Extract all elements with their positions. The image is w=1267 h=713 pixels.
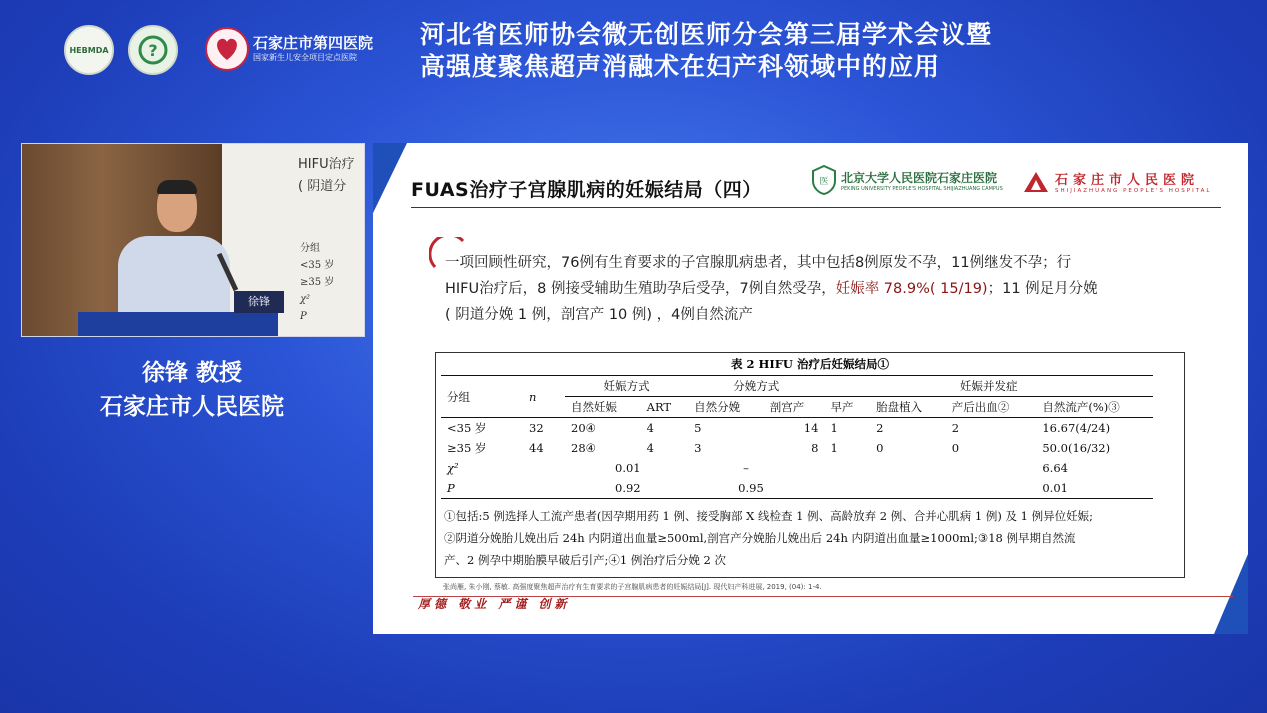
sub-preterm: 早产 xyxy=(830,400,854,414)
p-label: P xyxy=(447,481,455,495)
bg-row-4: χ² xyxy=(300,294,311,305)
corner-accent-bottom-right xyxy=(1214,554,1248,634)
speaker-name: 徐锋 教授 xyxy=(141,360,242,386)
speaker-affiliation: 石家庄市人民医院 xyxy=(100,394,284,420)
header-n: n xyxy=(529,389,537,404)
hospital-logo xyxy=(205,27,373,71)
chi-delivery: – xyxy=(743,461,749,475)
cell: 5 xyxy=(694,421,702,435)
cell: <35 岁 xyxy=(447,421,487,435)
sub-pph: 产后出血② xyxy=(951,400,1010,414)
sjz-triangle-icon xyxy=(1023,171,1049,193)
table-row-chi xyxy=(441,458,1153,478)
table-row xyxy=(441,418,1153,439)
cell: 0 xyxy=(951,441,960,455)
pregnancy-rate-highlight: 妊娠率 78.9%( 15/19) xyxy=(835,281,988,297)
note-line-2: ②阴道分娩胎儿娩出后 24h 内阴道出血量≥500ml,剖宫产分娩胎儿娩出后 24h 内阴道出血量≥1000ml;③18 例早期自然流 xyxy=(444,531,1076,545)
bg-text-1: HIFU治疗 xyxy=(298,157,355,172)
speaker-hair xyxy=(157,180,197,194)
presentation-slide xyxy=(373,143,1248,634)
header-group: 分组 xyxy=(447,389,470,404)
cell: 50.0(16/32) xyxy=(1042,441,1111,455)
cell: 20④ xyxy=(571,421,596,435)
cell: 2 xyxy=(876,421,884,435)
pku-shield-icon xyxy=(811,165,837,195)
chi-label: χ² xyxy=(447,461,459,475)
speaker-caption xyxy=(21,356,363,424)
hospital-heart-icon xyxy=(205,27,249,71)
cell: 16.67(4/24) xyxy=(1042,421,1111,435)
bg-row-2: <35 岁 xyxy=(300,260,335,271)
header-delivery-mode: 分娩方式 xyxy=(688,376,824,397)
header-complications: 妊娠并发症 xyxy=(824,376,1153,397)
speaker-video xyxy=(21,143,365,337)
hospital-subtitle: 国家新生儿安全项目定点医院 xyxy=(253,53,357,62)
podium xyxy=(78,312,278,336)
sub-art: ART xyxy=(646,400,672,414)
para-line-1: 一项回顾性研究，76例有生育要求的子宫腺肌病患者，其中包括8例原发不孕，11例继发不孕；行 xyxy=(445,255,1072,271)
p-delivery: 0.95 xyxy=(738,481,764,495)
title-line-1: 河北省医师协会微无创医师分会第三届学术会议暨 xyxy=(420,20,993,49)
cell: 32 xyxy=(529,421,544,435)
cell: 4 xyxy=(646,421,654,435)
svg-text:医: 医 xyxy=(819,177,829,187)
title-underline xyxy=(411,207,1221,208)
hebmda-logo-text: HEBMDA xyxy=(69,45,109,55)
sub-abortion: 自然流产(%)③ xyxy=(1042,400,1120,414)
chi-pregnancy: 0.01 xyxy=(615,461,641,475)
table-row xyxy=(441,438,1153,458)
header-pregnancy-mode: 妊娠方式 xyxy=(565,376,688,397)
sjz-logo xyxy=(1023,169,1211,194)
sub-cesarean: 剖宫产 xyxy=(769,400,805,414)
podium-sign xyxy=(234,291,284,313)
cell: 4 xyxy=(646,441,654,455)
pregnancy-outcome-table xyxy=(441,375,1153,499)
sub-natural-pregnancy: 自然妊娠 xyxy=(571,400,617,414)
bg-row-1: 分组 xyxy=(300,243,320,254)
p-pregnancy: 0.92 xyxy=(615,481,641,495)
table-figure xyxy=(435,352,1185,578)
bg-table xyxy=(300,240,334,325)
sub-placenta: 胎盘植入 xyxy=(876,400,923,414)
cell: 44 xyxy=(529,441,544,455)
table-row-p xyxy=(441,478,1153,499)
bg-row-3: ≥35 岁 xyxy=(300,277,335,288)
cell: 14 xyxy=(803,421,819,435)
cell: 1 xyxy=(830,441,838,455)
caduceus-icon xyxy=(138,35,168,65)
table-notes xyxy=(444,505,1184,571)
cell: 8 xyxy=(811,441,819,455)
pku-logo-sub: PEKING UNIVERSITY PEOPLE'S HOSPITAL SHIJIAZHUANG CAMPUS xyxy=(841,185,1003,192)
bg-text-2: ( 阴道分 xyxy=(298,179,347,194)
p-abortion: 0.01 xyxy=(1042,481,1068,495)
bg-slide-text xyxy=(298,154,355,198)
chi-abortion: 6.64 xyxy=(1042,461,1068,475)
pku-logo-name: 北京大学人民医院石家庄医院 xyxy=(841,170,998,185)
cell: 28④ xyxy=(571,441,596,455)
cell: 1 xyxy=(830,421,838,435)
sjz-logo-sub: SHIJIAZHUANG PEOPLE'S HOSPITAL xyxy=(1055,188,1212,194)
hebmda-logo xyxy=(64,25,114,75)
corner-accent-top-left xyxy=(373,143,407,213)
conference-title xyxy=(420,19,992,83)
hospital-motto: 厚德 敬业 严谨 创新 xyxy=(418,597,571,611)
sub-natural-delivery: 自然分娩 xyxy=(694,400,741,414)
para-line-2-a: HIFU治疗后，8 例接受辅助生殖助孕后受孕，7例自然受孕， xyxy=(445,281,836,297)
para-line-2-b: ；11 例足月分娩 xyxy=(987,281,1098,297)
cell: 3 xyxy=(694,441,702,455)
para-line-3: ( 阴道分娩 1 例，剖宫产 10 例) ，4例自然流产 xyxy=(445,307,753,323)
table-caption: 表 2 HIFU 治疗后妊娠结局① xyxy=(731,357,889,371)
note-line-1: ①包括:5 例选择人工流产患者(因孕期用药 1 例、接受胸部 X 线检查 1 例、高龄放弃 2 例、合并心肌病 1 例) 及 1 例异位妊娠; xyxy=(444,509,1093,523)
bg-row-5: P xyxy=(300,311,307,322)
sjz-logo-name: 石家庄市人民医院 xyxy=(1055,173,1200,188)
cell: 2 xyxy=(951,421,960,435)
pku-logo xyxy=(811,165,1003,195)
note-line-3: 产、2 例孕中期胎膜早破后引产;④1 例治疗后分娩 2 次 xyxy=(444,553,726,567)
cell: ≥35 岁 xyxy=(447,441,487,455)
podium-sign-text: 徐锋 xyxy=(248,295,270,308)
para-line-2 xyxy=(445,276,1235,302)
title-line-2: 高强度聚焦超声消融术在妇产科领域中的应用 xyxy=(420,52,941,81)
hospital-name: 石家庄市第四医院 xyxy=(253,34,374,52)
cell: 0 xyxy=(876,441,884,455)
summary-paragraph xyxy=(445,250,1235,328)
reference-citation: 张尚雁, 朱小刚, 蔡敏. 高强度聚焦超声治疗有生育要求的子宫腺肌病患者的妊娠结局[J]. 现代妇产科进展, 2019, (04): 1-4. xyxy=(443,583,822,591)
association-logo xyxy=(128,25,178,75)
svg-text:?: ? xyxy=(148,41,158,60)
slide-title: FUAS治疗子宫腺肌病的妊娠结局（四） xyxy=(411,179,762,201)
